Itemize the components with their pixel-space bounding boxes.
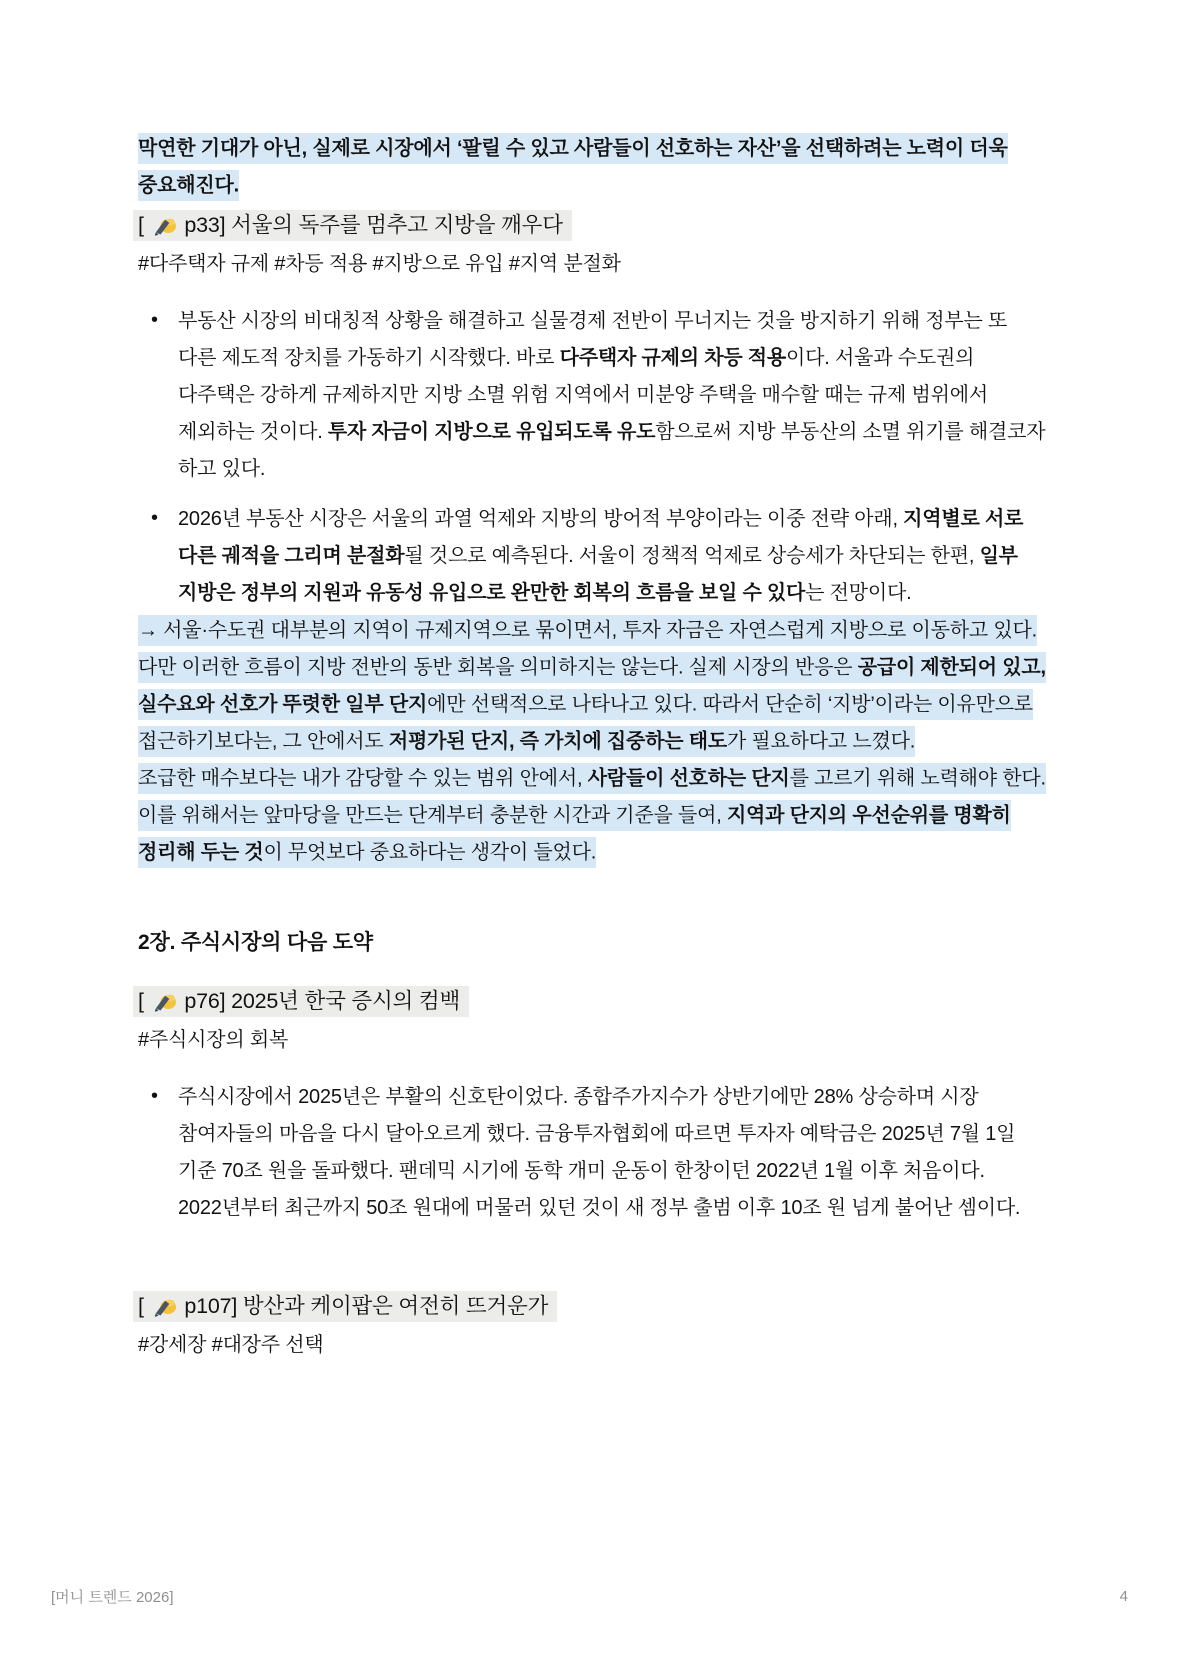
- text-segment: 지역과 단지의 우선순위를 명확히 정리해 두는 것: [138, 800, 1011, 868]
- bullet-item: [178, 303, 1046, 488]
- document-content: [138, 130, 1046, 1364]
- note-line-p107: [138, 1285, 1046, 1327]
- footer-book-title: [머니 트렌드 2026]: [51, 1589, 174, 1606]
- note-highlight: [ p107] 방산과 케이팝은 여전히 뜨거운가: [133, 1291, 557, 1322]
- note-highlight: [ p76] 2025년 한국 증시의 컴백: [133, 986, 469, 1017]
- text-segment: 투자 자금이 지방으로 유입되도록 유도: [327, 421, 656, 443]
- bullet-list: [138, 1079, 1046, 1227]
- text-segment: 다주택자 규제의 차등 적용: [559, 347, 787, 369]
- text-segment: 에만 선택적으로 나타나고 있다. 따라서 단순히 ‘지방’이라는 이유만으로 접근하기보다는, 그 안에서도: [138, 689, 1033, 757]
- writing-hand-icon: [152, 211, 177, 236]
- text-segment: 이다. 서울과 수도권의 다주택은 강하게 규제하지만 지방 소멸 위험 지역에서 미분양 주택을 매수할 때는 규제 범위에서 제외하는 것이다.: [178, 347, 988, 443]
- text-segment: 일부 지방은 정부의 지원과 유동성 유입으로 완만한 회복의 흐름을 보일 수 있다: [178, 545, 1018, 604]
- text-segment: 가 필요하다고 느꼈다.: [727, 726, 915, 757]
- text-segment: 저평가된 단지, 즉 가치에 집중하는 태도: [389, 726, 727, 757]
- empty-line: [138, 1227, 1046, 1285]
- text-segment: 2026년 부동산 시장은 서울의 과열 억제와 지방의 방어적 부양이라는 이중 전략 아래,: [178, 508, 904, 530]
- writing-hand-icon: [152, 987, 177, 1012]
- text-segment: 될 것으로 예측된다. 서울이 정책적 억제로 상승세가 차단되는 한편,: [404, 545, 980, 567]
- text-segment: 주식시장에서 2025년은 부활의 신호탄이었다. 종합주가지수가 상반기에만 28% 상승하며 시장 참여자들의 마음을 다시 달아오르게 했다. 금융투자협회에 따르면 투자자 예탁금은 2025년 7월 1일 기준 70조 원을 돌파했다. 팬데믹 시기에 동학 개미 운동이 한창이던 2022년 1월 이후 처음이다. 2022년부터 최근까지 50조 원대에 머물러 있던 것이 새 정부 출범 이후 10조 원 넘게 불어난 셈이다.: [178, 1086, 1021, 1220]
- text-segment: 조급한 매수보다는 내가 감당할 수 있는 범위 안에서,: [138, 763, 588, 794]
- hashtag-line: #다주택자 규제 #차등 적용 #지방으로 유입 #지역 분절화: [138, 253, 621, 275]
- text-segment: 지역별로 서로 다른 궤적을 그리며 분절화: [178, 508, 1024, 567]
- paragraph: [138, 612, 1046, 760]
- text-segment: 막연한 기대가 아닌, 실제로 시장에서 ‘팔릴 수 있고 사람들이 선호하는 자산’을 선택하려는 노력이 더욱 중요해진다.: [138, 133, 1008, 201]
- text-segment: 공급이 제한되어 있고, 실수요와 선호가 뚜렷한 일부 단지: [138, 652, 1046, 720]
- text-segment: 부동산 시장의 비대칭적 상황을 해결하고 실물경제 전반이 무너지는 것을 방지하기 위해 정부는 또 다른 제도적 장치를 가동하기 시작했다. 바로: [178, 310, 1008, 369]
- note-line-p76: [138, 980, 1046, 1022]
- page-footer: [51, 1586, 1128, 1607]
- text-segment: 를 고르기 위해 노력해야 한다. 이를 위해서는 앞마당을 만드는 단계부터 충분한 시간과 기준을 들여,: [138, 763, 1046, 831]
- chapter-heading: 2장. 주식시장의 다음 도약: [138, 931, 373, 954]
- text-segment: 함으로써 지방 부동산의 소멸 위기를 해결코자 하고 있다.: [178, 421, 1046, 480]
- note-line-p33: [138, 204, 1046, 246]
- text-segment: → 서울·수도권 대부분의 지역이 규제지역으로 묶이면서, 투자 자금은 자연스럽게 지방으로 이동하고 있다. 다만 이러한 흐름이 지방 전반의 동반 회복을 의미하지는 않는다. 실제 시장의 반응은: [138, 615, 1037, 683]
- hashtag-line: #강세장 #대장주 선택: [138, 1334, 324, 1357]
- lead-paragraph: [138, 130, 1046, 204]
- text-segment: 이 무엇보다 중요하다는 생각이 들었다.: [263, 837, 596, 868]
- note-highlight: [ p33] 서울의 독주를 멈추고 지방을 깨우다: [133, 210, 572, 241]
- paragraph: [138, 760, 1046, 871]
- hashtag-line: #주식시장의 회복: [138, 1029, 289, 1052]
- bullet-item: [178, 501, 1046, 612]
- text-segment: 는 전망이다.: [805, 582, 912, 604]
- footer-page-number: 4: [1119, 1588, 1128, 1605]
- bullet-item: [178, 1079, 1046, 1227]
- writing-hand-icon: [152, 1292, 177, 1317]
- text-segment: 사람들이 선호하는 단지: [588, 763, 790, 794]
- bullet-list: [138, 303, 1046, 612]
